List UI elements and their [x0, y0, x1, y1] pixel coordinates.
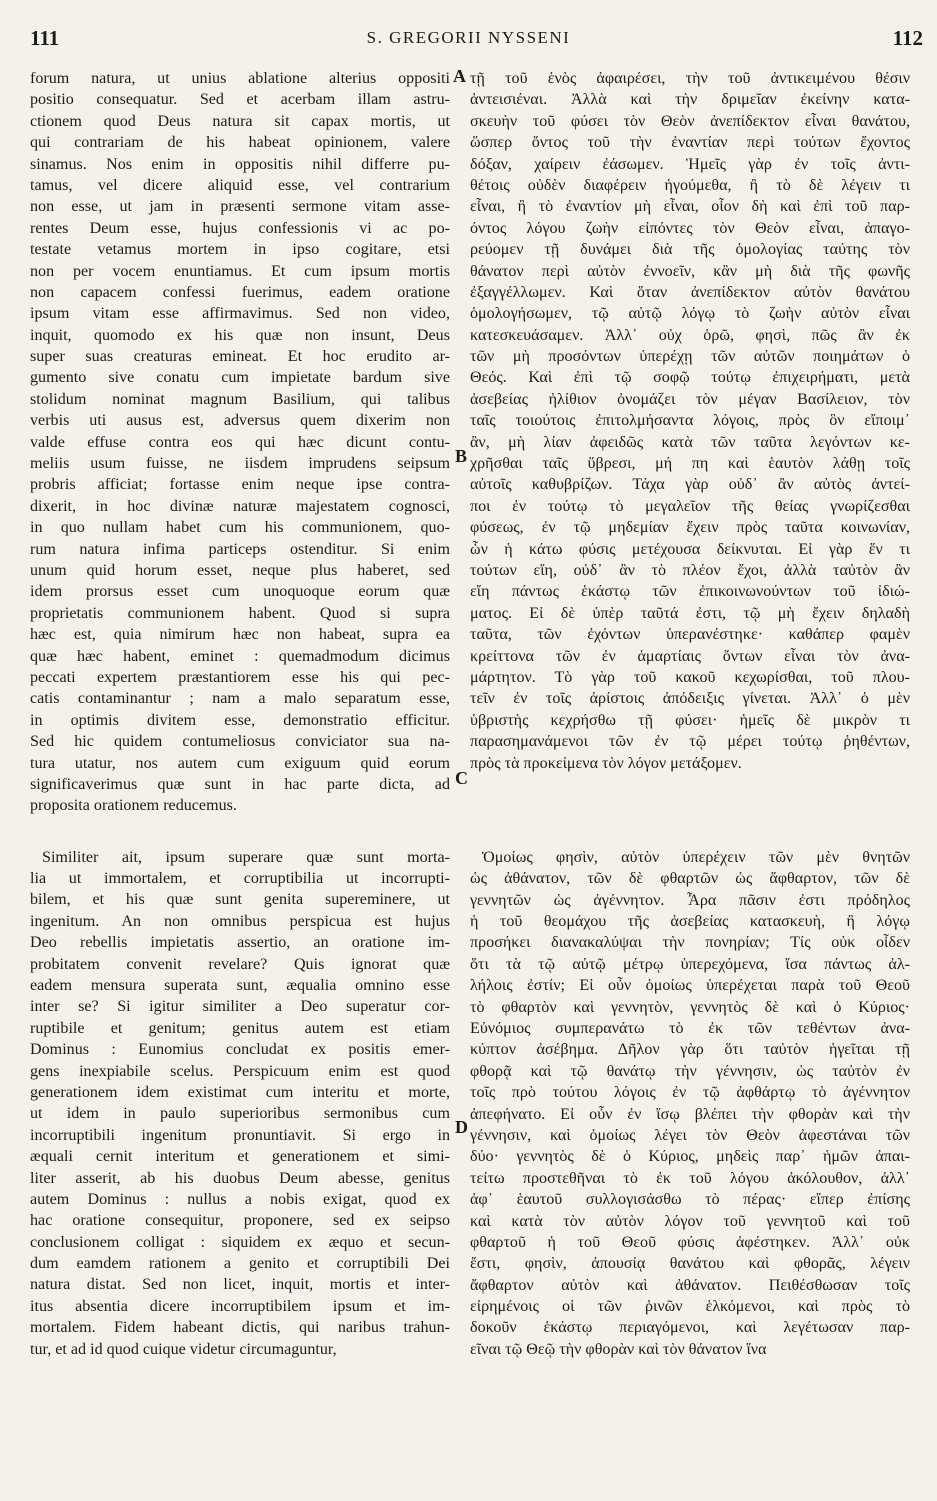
- section-marker-d: D: [455, 1117, 468, 1137]
- text-line: peccati expertem præstantiorem esse his qui pec-: [30, 668, 450, 686]
- text-line: tamus, vel dicere aliquid esse, vel contrarium: [30, 176, 450, 194]
- section-marker-a: A: [453, 66, 466, 86]
- text-line: τὸ φθαρτὸν καὶ γεννητὸν, γεννητὸς δὲ καὶ ὁ Κύριος·: [470, 998, 910, 1016]
- text-line: rum natura infima particeps ostenditur. Si enim: [30, 540, 450, 558]
- text-line: forum natura, ut unius ablatione alterius oppositi: [30, 70, 450, 87]
- text-line: ματος. Εἰ δὲ ὑπὲρ ταῦτά ἐστι, τῷ μὴ ἔχειν δηλαδὴ: [470, 604, 910, 622]
- latin-column: [30, 68, 450, 1360]
- text-line: μάρτητον. Τὸ γὰρ τοῦ κακοῦ κεχωρίσθαι, τοῦ πλου-: [470, 668, 910, 686]
- text-line: verbis uti ausus est, adversus quem dixerim non: [30, 412, 450, 430]
- running-title: S. GREGORII NYSSENI: [366, 28, 571, 47]
- text-line: τῶν μὴ προσόντων ὑπερέχῃ τῶν αὐτῶν ποιημάτων ὁ: [470, 348, 910, 366]
- text-line: meliis usum fuisse, ne iisdem imprudens seipsum: [30, 455, 450, 473]
- text-line: θάνατον περὶ αὐτὸν ἐννοεῖν, κἂν μὴ διὰ τῆς φωνῆς: [470, 262, 910, 280]
- text-line: κατεσκευάσαμεν. Ἀλλ᾽ οὐχ ὁρῶ, φησὶ, πῶς ἂν ἐκ: [470, 326, 910, 344]
- text-line: catis contaminantur ; nam a malo separatum esse,: [30, 690, 450, 708]
- text-line: ut idem in paulo superioribus sermonibus cum: [30, 1105, 450, 1123]
- text-line: πρὸς τὰ προκείμενα τὸν λόγον μετάξομεν.: [470, 754, 742, 772]
- text-line: non capacem confessi fuerimus, eadem oratione: [30, 283, 450, 301]
- text-line: ἡ τοῦ θεομάχου τῆς ἀσεβείας κατασκευὴ, ἢ λόγῳ: [470, 913, 910, 931]
- text-line: sinamus. Nos enim in oppositis nihil differre pu-: [30, 155, 450, 173]
- text-line: όντος λόγου ζωὴν εἰπόντες τὸν Θεὸν εἶναι, ἀπαγο-: [470, 219, 910, 237]
- text-line: ctionem quod Deus natura sit capax mortis, ut: [30, 112, 450, 130]
- text-line: εῖναι τῷ Θεῷ τὴν φθορὰν καὶ τὸν θάνατον ἵνα: [470, 1340, 767, 1358]
- latin-paragraph-2: [30, 847, 450, 1360]
- text-line: ρεύομεν τῇ δυνάμει διὰ τῆς ὁμολογίας ταύτης τὸν: [470, 241, 910, 259]
- text-line: αὐτοῖς καθυβρίζων. Τάχα γὰρ οὐδ᾽ ἂν αὐτὸς ἀντεί-: [470, 476, 910, 494]
- text-line: probris afficiat; fortasse enim neque ipse contra-: [30, 476, 450, 494]
- text-line: autem Dominus : nullus a nobis exigat, quod ex: [30, 1190, 450, 1208]
- text-line: τῇ τοῦ ἑνὸς ἀφαιρέσει, τὴν τοῦ ἀντικειμένου θέσιν: [470, 70, 910, 87]
- text-line: ἀντεισιέναι. Ἀλλὰ καὶ τὴν δριμεῖαν ἐκείνην κατα-: [470, 91, 910, 109]
- section-marker-c: C: [455, 768, 468, 788]
- page-number-right: 112: [892, 26, 923, 50]
- latin-paragraph-1: [30, 68, 450, 817]
- text-line: hæc est, quia nimirum hæc non habeat, supra ea: [30, 626, 450, 644]
- text-line: qui contrariam de his habeat opinionem, valere: [30, 134, 450, 152]
- text-line: ruptibile et genitum; genitus autem est etiam: [30, 1019, 450, 1037]
- text-line: lia ut immortalem, et corruptibilia ut incorrupti-: [30, 870, 450, 888]
- text-line: Εὐνόμιος συμπερανάτω τὸ ἐκ τῶν τεθέντων ἀνα-: [470, 1020, 910, 1038]
- text-line: dixerit, in hoc divinæ naturæ majestatem cognosci,: [30, 497, 450, 515]
- text-line: ἄφθαρτον αὐτὸν καὶ ἀθάνατον. Πειθέσθωσαν τοῖς: [470, 1276, 910, 1294]
- text-line: tur, et ad id quod cuique videtur circumaguntur,: [30, 1340, 337, 1358]
- text-line: παρασημανάμενοι τῶν ἐν τῷ μέρει τούτῳ ῥηθέντων,: [470, 733, 910, 751]
- text-line: ingenitum. An non omnibus perspicua est hujus: [30, 912, 450, 930]
- text-line: ὧν ἡ κάτω φύσις μετέχουσα δείκνυται. Εἰ γὰρ ἕν τι: [470, 540, 910, 558]
- text-line: ipsum vitam esse affirmavimus. Sed non video,: [30, 305, 450, 323]
- text-line: proposita orationem reducemus.: [30, 797, 237, 815]
- text-line: quæ hæc habent, eminet : quemadmodum dicimus: [30, 647, 450, 665]
- text-line: τούτων εἴη, οὐδ᾽ ἂν τὸ πλέον ἔχοι, ἀλλὰ ταὐτὸν ἂν: [470, 561, 910, 579]
- text-line: itus absentia dicere incorruptibilem ipsum et im-: [30, 1297, 450, 1315]
- text-line: προσήκει διανακαλύψαι τὴν πονηρίαν; Τίς οὐκ οἶδεν: [470, 934, 910, 952]
- text-line: ἂν, μὴ λίαν ἀφειδῶς κατὰ τῶν ταῦτα λεγόντων κε-: [470, 433, 910, 451]
- text-line: Deo rebellis impietatis assertio, an oratione im-: [30, 934, 450, 952]
- text-line: in optimis divitem esse, demonstratio efficitur.: [30, 711, 450, 729]
- text-line: τοῖς πρὸ τούτου λόγοις ἐν τῷ ἀφθάρτῳ τὸ ἀγέννητον: [470, 1084, 910, 1102]
- page-number-left: 111: [30, 26, 60, 50]
- text-line: testate vetamus mortem in ipso cogitare, etsi: [30, 241, 450, 259]
- text-line: ὁμολογήσωμεν, τῷ αὐτῷ λόγῳ τὸ ζωὴν αὐτὸν εἶναι: [470, 305, 910, 323]
- text-line: hac oratione consequitur, proponere, sed ex seipso: [30, 1212, 450, 1230]
- text-line: δοκοῦν ἑκάστῳ περιαγόμενοι, καὶ λεγέτωσαν παρ-: [470, 1319, 910, 1337]
- text-line: proprietatis communionem habent. Quod si supra: [30, 604, 450, 622]
- text-line: ὅτι τὰ τῷ αὐτῷ μέτρῳ ὑπερεχόμενα, ἴσα πάντως ἀλ-: [470, 955, 910, 973]
- text-line: τεῖν ἐν τοῖς ἀρίστοις ἀπόδειξις γίνεται. Ἀλλ᾽ ὁ μὲν: [470, 690, 910, 708]
- text-line: non per vocem enuntiamus. Et cum ipsum mortis: [30, 262, 450, 280]
- text-line: unum quid horum esset, neque plus haberet, sed: [30, 561, 450, 579]
- text-line: εἶναι, ἢ τὸ ἐναντίον μὴ εἶναι, οἷον δὴ καὶ ἐπὶ τοῦ παρ-: [470, 198, 910, 216]
- text-line: liter asserit, ab his duobus Deum abesse, genitus: [30, 1169, 450, 1187]
- text-line: ποι ἐν τούτῳ τὸ μεγαλεῖον τῆς θείας γνωρίζεσθαι: [470, 497, 910, 515]
- text-line: εἰρημένοις οἱ τῶν ῥινῶν ἑλκόμενοι, καὶ πρὸς τὸ: [470, 1298, 910, 1316]
- text-line: bilem, et his quæ sunt genita supereminere, ut: [30, 891, 450, 909]
- text-line: probitatem convenit revelare? Quis ignorat quæ: [30, 955, 450, 973]
- text-line: κρείττονα τῶν ἐν ἁμαρτίαις ὄντων εἶναι τὸν ἀνα-: [470, 647, 910, 665]
- text-line: mortalem. Fidem habeant dictis, qui naribus trahun-: [30, 1319, 450, 1337]
- text-line: Similiter ait, ipsum superare quæ sunt morta-: [42, 848, 450, 866]
- section-marker-b: B: [455, 446, 468, 466]
- text-line: τείτω προστεθῆναι τὸ ἐκ τοῦ λόγου ἀκόλουθον, ἀλλ᾽: [470, 1169, 910, 1187]
- text-line: æquali cernit interitum et generationem et simi-: [30, 1148, 450, 1166]
- text-line: σκευὴν τοῦ φύσει τὸν Θεὸν ἀνεπίδεκτον εἶναι θανάτου,: [470, 112, 910, 130]
- text-line: ὑβριστὴς κεχρήσθω τῇ φύσει· ἡμεῖς δὲ μικρὸν τι: [470, 711, 910, 729]
- text-line: dum eamdem rationem a genito et corruptibili Dei: [30, 1255, 450, 1273]
- text-line: φθορᾷ καὶ τῷ θανάτῳ τὴν γέννησιν, ὡς ταὐτὸν ἐν: [470, 1062, 910, 1080]
- text-line: φύσεως, ἐν τῷ μηδεμίαν ἔχειν πρὸς ταῦτα κοινωνίαν,: [470, 519, 910, 537]
- greek-paragraph-2: [470, 847, 910, 1360]
- text-line: ταῖς τοιούτοις ἐπιτολμήσαντα λόγοις, πρὸς ὃν εἴποιμ᾽: [470, 412, 910, 430]
- text-line: θέτοις οὐδὲν διαφέρειν ἡγούμεθα, ἢ τὸ δὲ λέγειν τι: [470, 176, 910, 194]
- text-line: tura utatur, nos autem cum exiguum quid eorum: [30, 754, 450, 772]
- text-line: δόξαν, χαίρειν ἐάσωμεν. Ἡμεῖς γὰρ ἐν τοῖς ἀντι-: [470, 155, 910, 173]
- text-line: rentes Deum esse, hujus confessionis vi ac po-: [30, 219, 450, 237]
- text-line: ἀσεβείας ἠλίθιον ὀνομάζει τὸν μέγαν Βασίλειον, τὸν: [470, 390, 910, 408]
- text-line: conclusionem colligat : siquidem ex æquo et secun-: [30, 1233, 450, 1251]
- text-line: in quo nullam habet cum his communionem, quo-: [30, 519, 450, 537]
- text-line: Θεός. Καὶ ἐπὶ τῷ σοφῷ τούτῳ ἐπιχειρήματι, μετὰ: [470, 369, 910, 387]
- text-line: ἔστι, φησὶν, ἀπουσίᾳ θανάτου καὶ φθορᾶς, λέγειν: [470, 1255, 910, 1273]
- text-line: ὥσπερ ὄντος τοῦ τὴν ἐναντίαν περὶ τούτων ἔχοντος: [470, 134, 910, 152]
- text-line: ἀπεφήνατο. Εἰ οὖν ἐν ἴσῳ βλέπει τὴν φθορὰν καὶ τὴν: [470, 1105, 910, 1123]
- text-line: Ὁμοίως φησὶν, αὐτὸν ὑπερέχειν τῶν μὲν θνητῶν: [482, 848, 910, 866]
- text-line: Dominus : Eunomius concludat ex positis emer-: [30, 1041, 450, 1059]
- text-line: non esse, ut jam in præsenti sermone vitam asse-: [30, 198, 450, 216]
- text-line: inter se? Si igitur similiter a Deo superatur cor-: [30, 998, 450, 1016]
- text-line: Sed hic quidem contumeliosus conviciator sua na-: [30, 733, 450, 751]
- text-line: ἐξαγγέλλωμεν. Καὶ ὅταν ἀνεπίδεκτον αὐτὸν θανάτου: [470, 283, 910, 301]
- text-line: gens inexpiabile scelus. Perspicuum enim est quod: [30, 1062, 450, 1080]
- text-line: φθαρτοῦ ἡ τοῦ Θεοῦ φύσις ἀφέστηκεν. Ἀλλ᾽ οὐκ: [470, 1233, 910, 1251]
- text-line: χρῆσθαι ταῖς ὕβρεσι, μή πη καὶ ἑαυτὸν λάθῃ τοῖς: [470, 455, 910, 473]
- text-line: gumento sive conatu cum impietate bardum sive: [30, 369, 450, 387]
- text-line: ταῦτα, τῶν ἐχόντων ὑπερανέστηκε· καθάπερ φαμὲν: [470, 626, 910, 644]
- text-line: καὶ κατὰ τὸν αὐτὸν λόγον τοῦ γεννητοῦ καὶ τοῦ: [470, 1212, 910, 1230]
- greek-column: [470, 68, 910, 1360]
- text-line: ἀφ᾽ ἑαυτοῦ συλλογισάσθω τὸ πέρας· εἴπερ ἐπίσης: [470, 1191, 910, 1209]
- text-line: eadem mensura superata sunt, æqualia omnino esse: [30, 977, 450, 995]
- text-line: natura distat. Sed non licet, inquit, mortis et inter-: [30, 1276, 450, 1294]
- text-line: δύο· γεννητὸς δὲ ὁ Κύριος, μηδεὶς παρ᾽ ἡμῶν ἀπαι-: [470, 1148, 910, 1166]
- page-header: [0, 18, 937, 58]
- text-line: γεννητῶν ὡς ἀγέννητον. Ἆρα πᾶσιν ἐστι πρόδηλος: [470, 891, 910, 909]
- text-line: κύπτον ἀσέβημα. Δῆλον γὰρ ὅτι ταὐτὸν ἡγεῖται τῇ: [470, 1041, 910, 1059]
- text-line: valde effuse contra eos qui hæc dicunt contu-: [30, 433, 450, 451]
- text-line: idem prorsus esset cum unoquoque eorum quæ: [30, 583, 450, 601]
- text-line: inquit, quomodo ex his quæ non insunt, Deus: [30, 326, 450, 344]
- text-line: stolidum nominat magnum Basilium, qui talibus: [30, 390, 450, 408]
- text-line: ὡς ἀθάνατον, τῶν δὲ φθαρτῶν ὡς ἄφθαρτον, τῶν δὲ: [470, 870, 910, 888]
- text-line: γέννησιν, καὶ ὁμοίως λέγει τὸν Θεὸν ἀφεστάναι τῶν: [470, 1126, 910, 1144]
- text-line: incorruptibili ingenitum pronuntiavit. Si ergo in: [30, 1126, 450, 1144]
- text-line: significaverimus quæ sunt in hac parte dicta, ad: [30, 775, 450, 793]
- text-line: super suas creaturas emineat. Et hoc erudito ar-: [30, 348, 450, 366]
- text-line: generationem idem existimat cum interitu et morte,: [30, 1083, 450, 1101]
- greek-paragraph-1: [470, 68, 910, 774]
- text-line: λήλοις ἐστίν; Εἰ οὖν ὁμοίως ὑπερέχεται παρὰ τοῦ Θεοῦ: [470, 977, 910, 995]
- text-line: positio consequatur. Sed et acerbam illam astru-: [30, 91, 450, 109]
- text-line: εἴη πάντως ἑκάστῳ τῶν ἐπικοινωνούντων τοῦ ἰδιώ-: [470, 583, 910, 601]
